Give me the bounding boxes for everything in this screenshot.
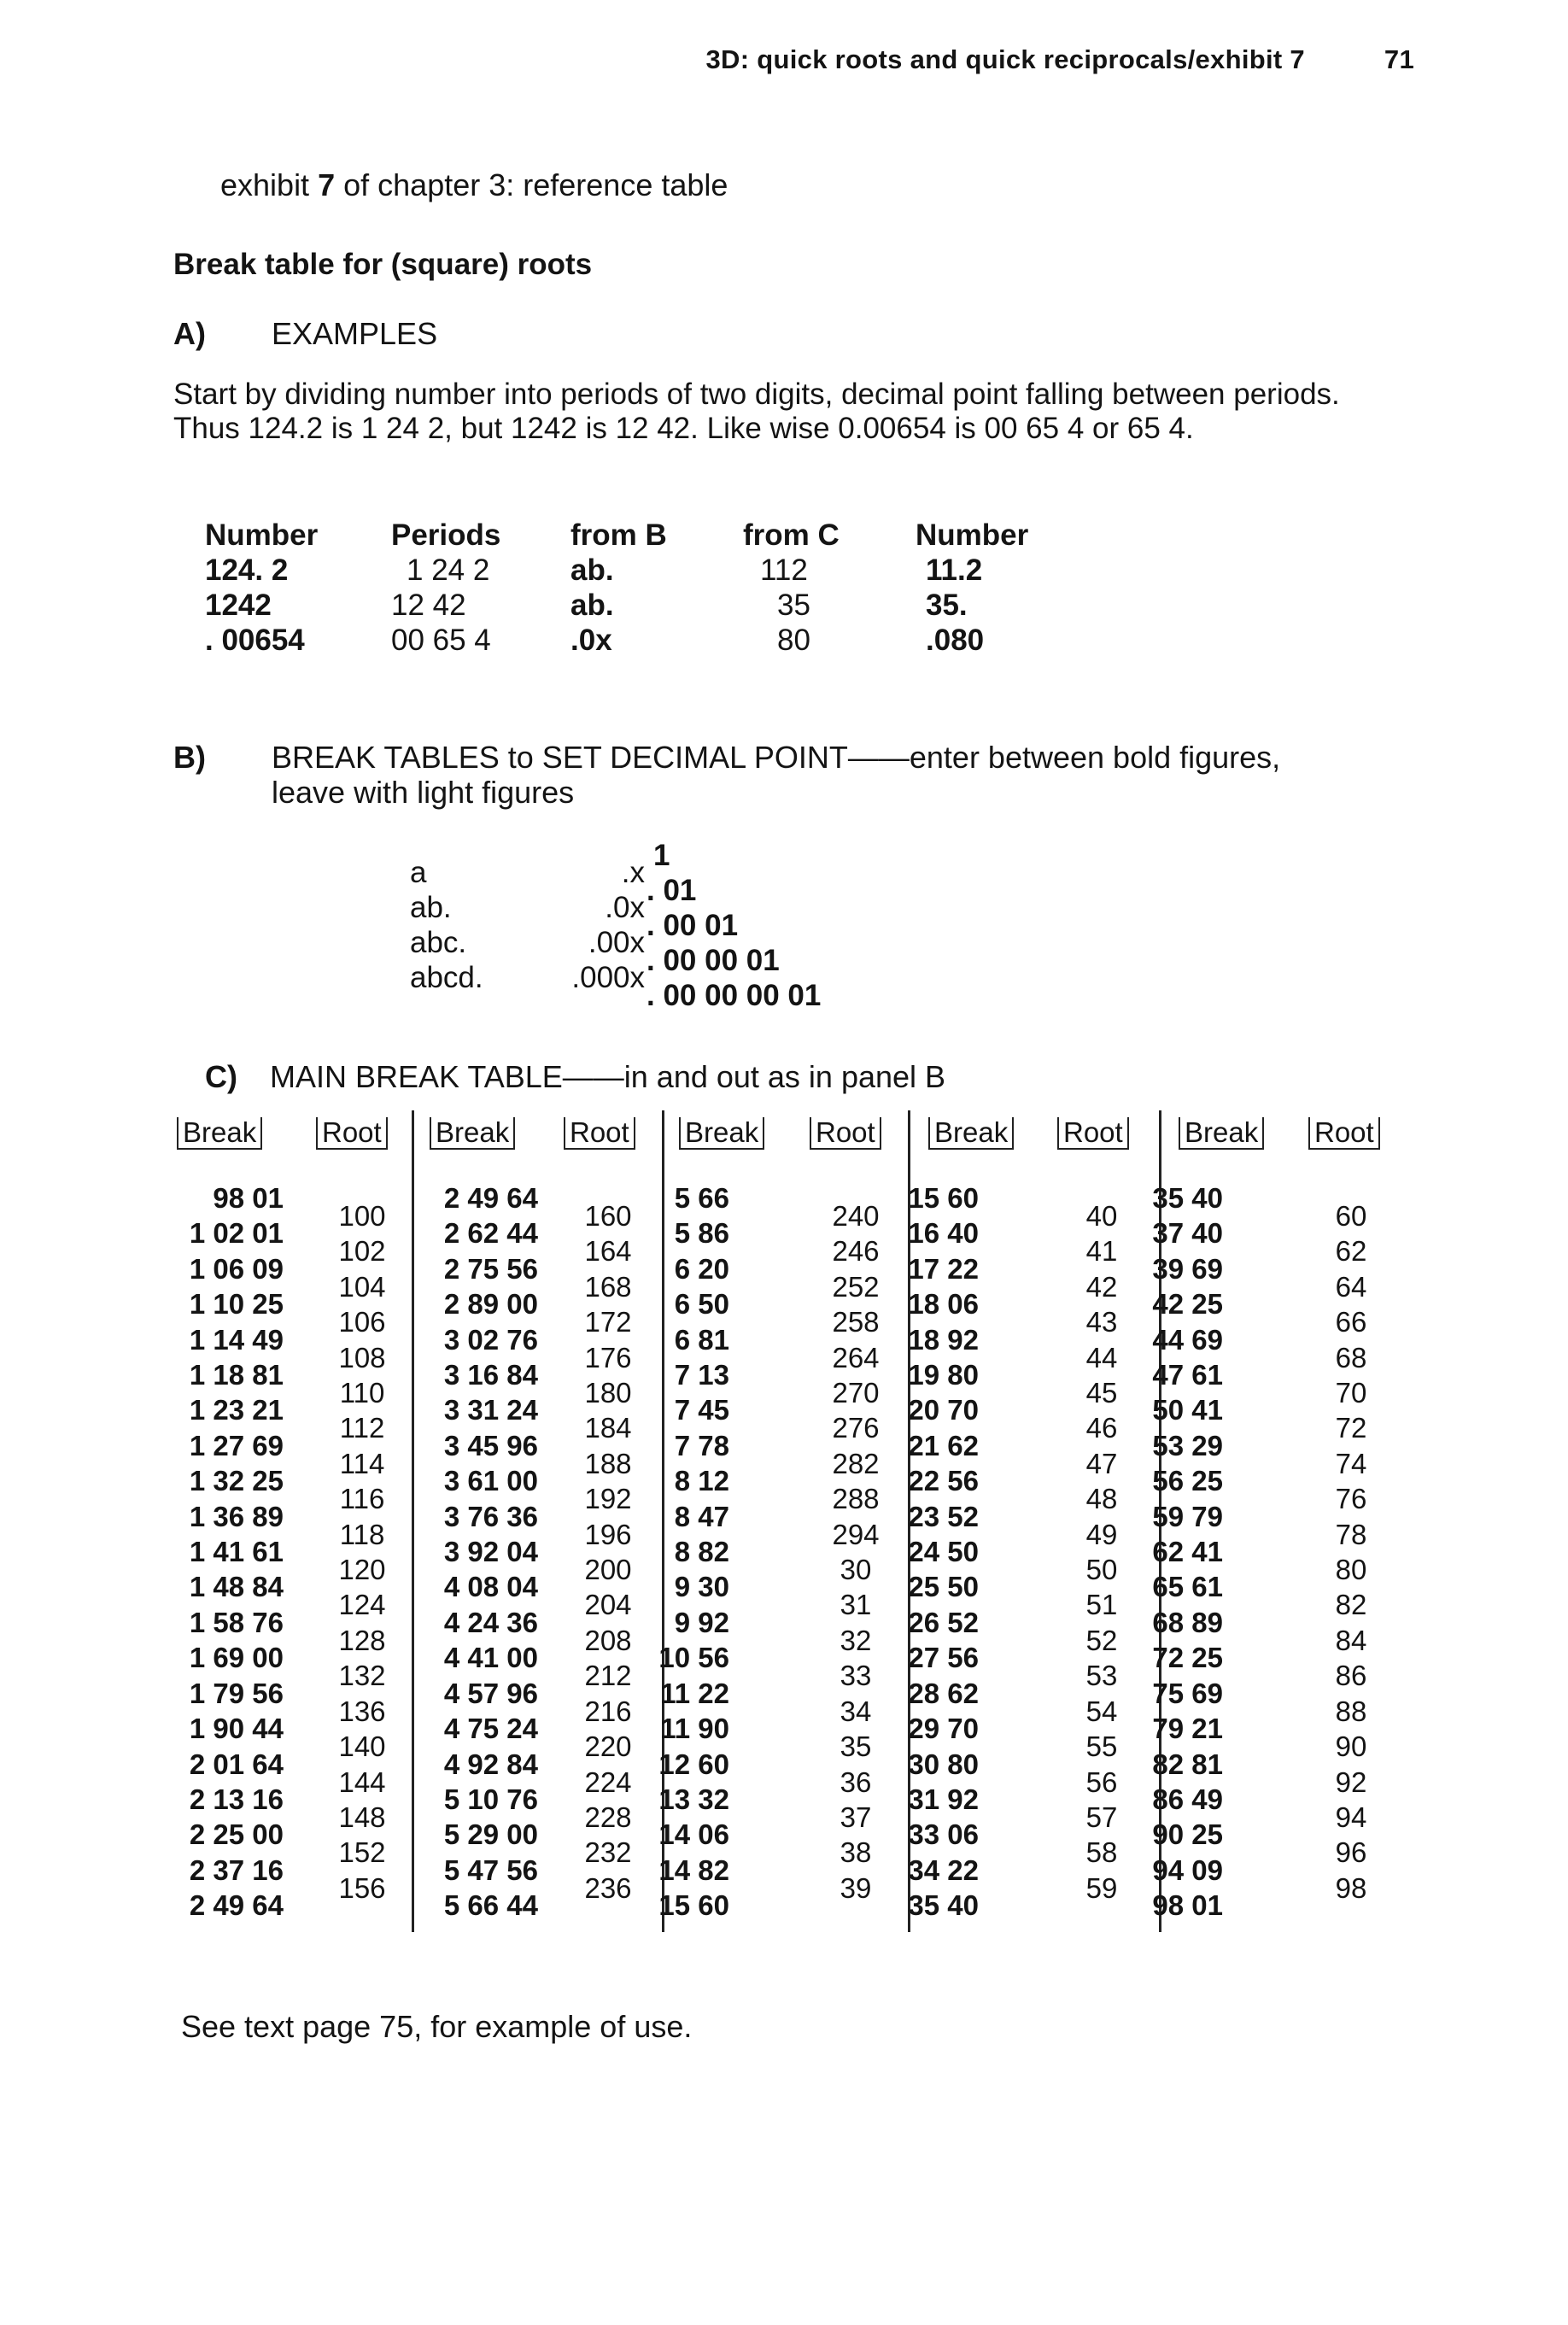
break-value: 31 92 [908,1783,979,1815]
break-value: 2 49 64 [443,1182,538,1214]
bt-bold: . 00 00 00 01 [647,979,822,1012]
break-value: 1 18 81 [189,1359,284,1391]
bt-mid: .000x [571,961,645,994]
break-value: 22 56 [908,1465,979,1497]
examples-header: from C [743,518,840,552]
root-header: Root [1057,1117,1129,1150]
break-value: 18 92 [908,1323,979,1356]
root-value: 34 [840,1695,872,1727]
break-value: 24 50 [908,1536,979,1568]
root-header: Root [564,1117,635,1150]
root-value: 39 [840,1871,872,1904]
break-value: 3 45 96 [443,1429,538,1461]
examples-cell: . 00654 [205,624,305,657]
root-value: 110 [339,1377,385,1409]
break-values-column [1152,1180,1223,1924]
examples-cell: 80 [777,624,810,657]
break-value: 56 25 [1152,1465,1223,1497]
examples-header: Number [916,518,1029,552]
break-value: 98 01 [213,1182,284,1214]
break-value: 15 60 [908,1182,979,1214]
root-value: 140 [338,1731,386,1763]
break-value: 14 82 [658,1854,729,1886]
root-value: 60 [1335,1200,1367,1232]
root-value: 70 [1335,1377,1367,1409]
break-value: 11 22 [660,1677,729,1709]
break-value: 8 82 [674,1536,729,1568]
root-value: 41 [1085,1235,1118,1268]
break-value: 90 25 [1152,1818,1223,1851]
break-value: 23 52 [908,1500,979,1532]
break-value: 18 06 [908,1288,979,1321]
root-value: 294 [832,1518,880,1550]
break-value: 4 92 84 [443,1748,538,1780]
exhibit-prefix: exhibit [220,167,310,202]
root-value: 220 [584,1731,632,1763]
root-value: 192 [584,1483,632,1515]
root-value: 228 [584,1801,632,1833]
section-b-label: B) [173,740,206,775]
break-value: 3 76 36 [443,1500,538,1532]
root-value: 72 [1335,1412,1367,1444]
section-title: Break table for (square) roots [173,248,593,281]
break-value: 1 27 69 [189,1429,284,1461]
break-value: 16 40 [908,1217,979,1250]
break-value: 30 80 [908,1748,979,1780]
root-value: 90 [1335,1731,1367,1763]
root-value: 114 [339,1447,385,1479]
examples-cell: .080 [926,624,985,657]
break-values-column [444,1180,538,1924]
root-value: 168 [584,1270,632,1303]
examples-cell: ab. [570,553,614,587]
root-values-column [319,1198,405,1906]
root-value: 208 [584,1624,632,1656]
root-value: 33 [840,1660,872,1692]
break-value: 27 56 [908,1642,979,1674]
root-value: 282 [832,1447,880,1479]
root-value: 57 [1085,1801,1118,1833]
root-value: 48 [1085,1483,1118,1515]
break-value: 3 02 76 [443,1323,538,1356]
break-value: 6 50 [674,1288,729,1321]
section-b-heading [173,740,1420,810]
root-value: 160 [584,1200,632,1232]
break-value: 86 49 [1152,1783,1223,1815]
root-value: 112 [339,1412,385,1444]
root-value: 86 [1335,1660,1367,1692]
break-value: 4 41 00 [443,1642,538,1674]
break-value: 3 92 04 [443,1536,538,1568]
bt-bold: . 00 00 01 [647,944,780,977]
root-value: 98 [1335,1871,1367,1904]
break-header: Break [430,1117,515,1150]
break-value: 50 41 [1152,1394,1223,1426]
break-value: 3 16 84 [443,1359,538,1391]
section-c-heading [205,1059,945,1095]
root-value: 66 [1335,1306,1367,1338]
break-value: 4 24 36 [443,1606,538,1638]
root-value: 55 [1085,1731,1118,1763]
examples-cell: 124. 2 [205,553,289,587]
root-value: 176 [584,1341,632,1373]
bt-bold: 1 [653,839,670,872]
break-value: 1 69 00 [189,1642,284,1674]
root-value: 276 [832,1412,880,1444]
section-a-label: A) [173,316,206,351]
root-value: 172 [584,1306,632,1338]
break-value: 1 23 21 [189,1394,284,1426]
root-value: 236 [584,1871,632,1904]
bt-mid: .x [621,856,645,889]
break-value: 75 69 [1152,1677,1223,1709]
break-value: 5 10 76 [443,1783,538,1815]
examples-cell: 12 42 [391,589,466,622]
root-value: 42 [1085,1270,1118,1303]
break-value: 21 62 [908,1429,979,1461]
root-value: 144 [338,1766,386,1798]
root-value: 258 [832,1306,880,1338]
examples-col-number [205,518,318,658]
break-value: 6 20 [674,1252,729,1285]
root-value: 200 [584,1554,632,1586]
section-a-title: EXAMPLES [272,316,438,351]
page-number: 71 [1384,44,1414,74]
root-value: 116 [339,1483,385,1515]
root-value: 102 [338,1235,386,1268]
break-value: 7 78 [674,1429,729,1461]
break-value: 98 01 [1152,1889,1223,1922]
break-value: 19 80 [908,1359,979,1391]
root-value: 35 [840,1731,872,1763]
root-value: 148 [338,1801,386,1833]
break-value: 44 69 [1152,1323,1223,1356]
break-values-column [658,1180,729,1924]
root-value: 224 [584,1766,632,1798]
examples-cell: 35. [926,589,968,622]
header-title: 3D: quick roots and quick reciprocals/exhibit 7 [705,44,1305,74]
root-value: 92 [1335,1766,1367,1798]
examples-header: Periods [391,518,501,552]
break-value: 2 01 64 [189,1748,284,1780]
break-value: 1 02 01 [189,1217,284,1250]
break-value: 35 40 [1152,1182,1223,1214]
examples-col-periods [391,518,500,658]
root-value: 44 [1085,1341,1118,1373]
root-value: 106 [338,1306,386,1338]
break-header: Break [177,1117,262,1150]
examples-cell: .0x [570,624,612,657]
examples-cell: 1242 [205,589,272,622]
break-value: 35 40 [908,1889,979,1922]
root-value: 32 [840,1624,872,1656]
examples-cell: 112 [760,553,808,587]
break-value: 72 25 [1152,1642,1223,1674]
break-value: 7 45 [674,1394,729,1426]
examples-cell: 35 [777,589,810,622]
break-value: 2 75 56 [443,1252,538,1285]
root-value: 80 [1335,1554,1367,1586]
break-value: 3 61 00 [443,1465,538,1497]
root-value: 108 [338,1341,386,1373]
root-value: 64 [1335,1270,1367,1303]
root-value: 54 [1085,1695,1118,1727]
examples-col-number-out [916,518,1028,658]
root-value: 212 [584,1660,632,1692]
examples-col-from-b [570,518,667,658]
root-value: 38 [840,1836,872,1869]
root-values-column [1308,1198,1394,1906]
break-value: 2 37 16 [189,1854,284,1886]
root-value: 240 [832,1200,880,1232]
break-value: 4 08 04 [443,1571,538,1603]
root-value: 45 [1085,1377,1118,1409]
break-values-column [190,1180,284,1924]
root-value: 136 [338,1695,386,1727]
break-value: 53 29 [1152,1429,1223,1461]
bt-mid: .00x [588,926,645,959]
root-value: 232 [584,1836,632,1869]
break-value: 5 66 44 [443,1889,538,1922]
examples-cell: 00 65 4 [391,624,491,657]
root-value: 51 [1085,1589,1118,1621]
section-a-paragraph: Start by dividing number into periods of two digits, decimal point falling between periods. Thus 124.2 is 1 24 2, but 1242 is 12 42. Like wise 0.00654 is 00 65 4 or 65 4. [173,378,1340,445]
break-value: 4 75 24 [443,1713,538,1745]
exhibit-caption [220,167,728,203]
root-value: 50 [1085,1554,1118,1586]
root-value: 40 [1085,1200,1118,1232]
break-value: 2 25 00 [189,1818,284,1851]
break-value: 2 62 44 [443,1217,538,1250]
break-value: 12 60 [658,1748,729,1780]
break-value: 62 41 [1152,1536,1223,1568]
root-value: 59 [1085,1871,1118,1904]
examples-header: from B [570,518,667,552]
break-values-column [908,1180,979,1924]
break-header: Break [679,1117,764,1150]
root-value: 270 [832,1377,880,1409]
bt-left: abcd. [410,961,483,994]
root-value: 82 [1335,1589,1367,1621]
break-value: 1 14 49 [189,1323,284,1356]
break-value: 1 48 84 [189,1571,284,1603]
break-value: 39 69 [1152,1252,1223,1285]
break-value: 5 86 [674,1217,729,1250]
break-value: 1 90 44 [189,1713,284,1745]
root-value: 94 [1335,1801,1367,1833]
footer-note: See text page 75, for example of use. [181,2009,693,2044]
root-value: 74 [1335,1447,1367,1479]
root-value: 31 [840,1589,872,1621]
section-c-label: C) [205,1059,237,1094]
break-value: 1 41 61 [189,1536,284,1568]
root-value: 53 [1085,1660,1118,1692]
exhibit-rest: of chapter 3: reference table [343,167,728,202]
break-header: Break [1179,1117,1264,1150]
bt-left: ab. [410,891,452,924]
root-value: 188 [584,1447,632,1479]
root-value: 49 [1085,1518,1118,1550]
break-header: Break [928,1117,1014,1150]
section-a-heading [173,316,437,352]
break-value: 2 89 00 [443,1288,538,1321]
break-value: 28 62 [908,1677,979,1709]
break-value: 5 47 56 [443,1854,538,1886]
break-value: 82 81 [1152,1748,1223,1780]
root-value: 246 [832,1235,880,1268]
break-value: 20 70 [908,1394,979,1426]
root-value: 120 [338,1554,386,1586]
examples-cell: 11.2 [926,553,983,587]
root-value: 288 [832,1483,880,1515]
root-value: 47 [1085,1447,1118,1479]
section-c-title: MAIN BREAK TABLE——in and out as in panel B [270,1059,946,1094]
examples-cell: 1 24 2 [407,553,490,587]
break-value: 5 66 [674,1182,729,1214]
root-value: 156 [338,1871,386,1904]
break-value: 33 06 [908,1818,979,1851]
root-value: 84 [1335,1624,1367,1656]
break-value: 3 31 24 [443,1394,538,1426]
break-value: 9 30 [674,1571,729,1603]
root-value: 58 [1085,1836,1118,1869]
break-value: 1 06 09 [189,1252,284,1285]
break-value: 5 29 00 [443,1818,538,1851]
root-value: 196 [584,1518,632,1550]
root-value: 46 [1085,1412,1118,1444]
root-value: 88 [1335,1695,1367,1727]
break-value: 68 89 [1152,1606,1223,1638]
break-value: 4 57 96 [443,1677,538,1709]
break-value: 42 25 [1152,1288,1223,1321]
break-value: 34 22 [908,1854,979,1886]
root-value: 164 [584,1235,632,1268]
break-value: 1 79 56 [189,1677,284,1709]
root-value: 128 [338,1624,386,1656]
break-value: 8 12 [674,1465,729,1497]
root-value: 204 [584,1589,632,1621]
bt-bold: . 00 01 [647,909,739,942]
root-value: 152 [338,1836,386,1869]
root-value: 252 [832,1270,880,1303]
root-header: Root [1308,1117,1380,1150]
bt-bold: . 01 [647,874,697,907]
section-b-line2: leave with light figures [272,775,575,810]
break-value: 65 61 [1152,1571,1223,1603]
root-values-column [1059,1198,1144,1906]
break-value: 26 52 [908,1606,979,1638]
break-value: 14 06 [658,1818,729,1851]
break-value: 6 81 [674,1323,729,1356]
root-value: 118 [339,1518,385,1550]
root-value: 37 [840,1801,872,1833]
root-value: 56 [1085,1766,1118,1798]
examples-col-from-c [743,518,840,658]
break-value: 2 49 64 [189,1889,284,1922]
break-value: 15 60 [658,1889,729,1922]
section-b-line1: BREAK TABLES to SET DECIMAL POINT——enter between bold figures, [272,740,1281,775]
break-value: 94 09 [1152,1854,1223,1886]
bt-mid: .0x [605,891,645,924]
break-value: 11 90 [660,1713,729,1745]
break-value: 1 32 25 [189,1465,284,1497]
root-value: 68 [1335,1341,1367,1373]
root-header: Root [316,1117,388,1150]
break-value: 13 32 [658,1783,729,1815]
break-value: 2 13 16 [189,1783,284,1815]
break-value: 29 70 [908,1713,979,1745]
root-header: Root [810,1117,881,1150]
root-value: 124 [338,1589,386,1621]
bt-left: a [410,856,427,889]
root-value: 36 [840,1766,872,1798]
examples-cell: ab. [570,589,614,622]
root-value: 100 [338,1200,386,1232]
break-value: 9 92 [674,1606,729,1638]
break-value: 79 21 [1152,1713,1223,1745]
break-value: 1 58 76 [189,1606,284,1638]
break-value: 1 10 25 [189,1288,284,1321]
break-value: 25 50 [908,1571,979,1603]
root-value: 96 [1335,1836,1367,1869]
root-value: 184 [584,1412,632,1444]
root-value: 132 [338,1660,386,1692]
break-value: 17 22 [908,1252,979,1285]
break-value: 1 36 89 [189,1500,284,1532]
root-value: 62 [1335,1235,1367,1268]
bt-left: abc. [410,926,467,959]
root-value: 264 [832,1341,880,1373]
column-divider [412,1110,414,1932]
root-value: 30 [840,1554,872,1586]
root-values-column [813,1198,898,1906]
exhibit-number: 7 [318,167,336,202]
running-header [706,44,1414,75]
root-value: 216 [584,1695,632,1727]
break-value: 37 40 [1152,1217,1223,1250]
examples-header: Number [205,518,319,552]
root-value: 52 [1085,1624,1118,1656]
root-value: 78 [1335,1518,1367,1550]
root-value: 43 [1085,1306,1118,1338]
break-value: 7 13 [674,1359,729,1391]
break-value: 10 56 [658,1642,729,1674]
root-value: 76 [1335,1483,1367,1515]
break-value: 59 79 [1152,1500,1223,1532]
root-value: 104 [338,1270,386,1303]
root-values-column [565,1198,651,1906]
break-value: 47 61 [1152,1359,1223,1391]
root-value: 180 [584,1377,632,1409]
break-value: 8 47 [674,1500,729,1532]
